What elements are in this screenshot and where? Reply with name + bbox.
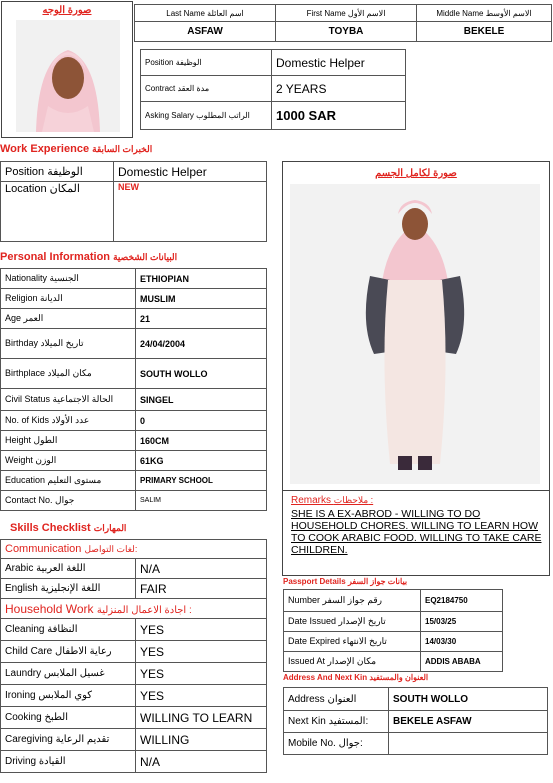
- household-row: Ironing كوي الملابس YES: [1, 685, 267, 707]
- personal-row: Weight الوزن 61KG: [1, 451, 267, 471]
- passport-row: Number رقم جواز السفر EQ2184750: [284, 590, 503, 612]
- work-experience-heading: Work Experience الخبرات السابقة: [0, 143, 153, 155]
- passport-row: Date Expired تاريخ الانتهاء 14/03/30: [284, 632, 503, 652]
- contract-value: 2 YEARS: [272, 76, 406, 102]
- household-row: Laundry غسيل الملابس YES: [1, 663, 267, 685]
- personal-row: No. of Kids عدد الأولاد 0: [1, 411, 267, 431]
- passport-row: Date Issued تاريخ الإصدار 15/03/25: [284, 612, 503, 632]
- work-position-label: Position الوظيفة: [1, 162, 114, 182]
- personal-info-table: [0, 268, 267, 511]
- personal-info-heading: Personal Information البيانات الشخصية: [0, 251, 178, 263]
- communication-heading: Communication لغات التواصل:: [1, 540, 267, 559]
- personal-row: Nationality الجنسية ETHIOPIAN: [1, 269, 267, 289]
- salary-value: 1000 SAR: [272, 102, 406, 130]
- middle-name-value: BEKELE: [417, 22, 552, 42]
- household-row: Driving القيادة N/A: [1, 751, 267, 773]
- face-photo-frame: [1, 1, 133, 138]
- household-row: Cooking الطبخ WILLING TO LEARN: [1, 707, 267, 729]
- salary-label: Asking Salary الراتب المطلوب: [141, 102, 272, 130]
- passport-heading: Passport Details بيانات جواز السفر: [283, 577, 408, 586]
- names-table: [134, 4, 552, 42]
- address-row: Mobile No. جوال:: [284, 733, 548, 755]
- skills-heading: Skills Checklist المهارات: [10, 522, 127, 534]
- work-position-value: Domestic Helper: [114, 162, 267, 182]
- work-location-value: NEW: [114, 182, 267, 242]
- personal-row: Height الطول 160CM: [1, 431, 267, 451]
- last-name-value: ASFAW: [135, 22, 276, 42]
- household-row: Child Care رعاية الاطفال YES: [1, 641, 267, 663]
- remarks-heading: Remarks ملاحظات :: [291, 495, 374, 506]
- contract-label: Contract مدة العقد: [141, 76, 272, 102]
- household-row: Caregiving تقديم الرعاية WILLING: [1, 729, 267, 751]
- remarks-text: SHE IS A EX-ABROD - WILLING TO DO HOUSEHOLD CHORES. WILLING TO LEARN HOW TO COOK ARABIC FOOD. WILLING TO TAKE CARE CHILDREN.: [291, 508, 542, 556]
- position-label: Position الوظيفة: [141, 50, 272, 76]
- full-body-photo: [290, 184, 540, 484]
- remarks-box: [282, 490, 550, 576]
- full-photo-frame: [282, 161, 550, 491]
- job-table: [140, 49, 406, 130]
- face-photo-label: صورة الوجه: [42, 5, 92, 16]
- household-row: Cleaning النظافة YES: [1, 619, 267, 641]
- work-location-label: Location المكان: [1, 182, 114, 242]
- language-row: English اللغة الإنجليزية FAIR: [1, 579, 267, 599]
- position-value: Domestic Helper: [272, 50, 406, 76]
- address-table: [283, 687, 548, 755]
- personal-row: Contact No. جوال SALIM: [1, 491, 267, 511]
- household-heading: Household Work اجادة الاعمال المنزلية :: [1, 599, 267, 619]
- first-name-value: TOYBA: [276, 22, 417, 42]
- address-row: Next Kin المستفيد: BEKELE ASFAW: [284, 711, 548, 733]
- personal-row: Civil Status الحالة الاجتماعية SINGEL: [1, 389, 267, 411]
- passport-table: [283, 589, 503, 672]
- personal-row: Birthday تاريخ الميلاد 24/04/2004: [1, 329, 267, 359]
- personal-row: Religion الديانة MUSLIM: [1, 289, 267, 309]
- first-name-label: First Name الاسم الأول: [276, 5, 417, 22]
- work-experience-table: [0, 161, 267, 242]
- address-heading: Address And Next Kin العنوان والمستفيد: [283, 673, 429, 682]
- last-name-label: Last Name اسم العائلة: [135, 5, 276, 22]
- face-photo: [16, 20, 120, 132]
- language-row: Arabic اللغة العربية N/A: [1, 559, 267, 579]
- passport-row: Issued At مكان الإصدار ADDIS ABABA: [284, 652, 503, 672]
- address-row: Address العنوان SOUTH WOLLO: [284, 688, 548, 711]
- middle-name-label: Middle Name الاسم الأوسط: [417, 5, 552, 22]
- skills-table: [0, 539, 267, 773]
- personal-row: Age العمر 21: [1, 309, 267, 329]
- personal-row: Birthplace مكان الميلاد SOUTH WOLLO: [1, 359, 267, 389]
- personal-row: Education مستوى التعليم PRIMARY SCHOOL: [1, 471, 267, 491]
- full-photo-label: صورة لكامل الجسم: [375, 168, 457, 179]
